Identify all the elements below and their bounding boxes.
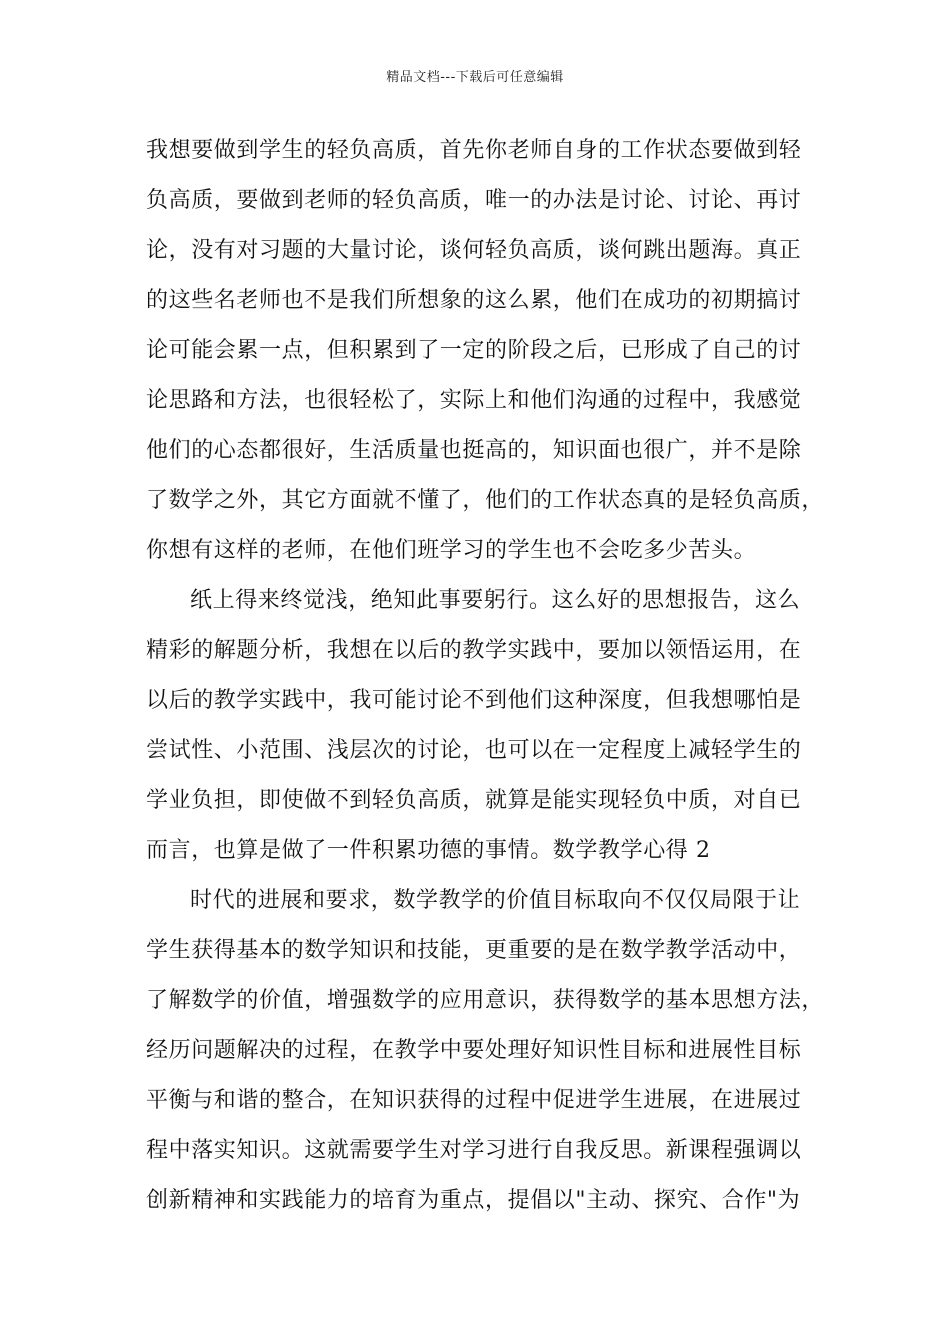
text-line: 负高质，要做到老师的轻负高质，唯一的办法是讨论、讨论、再讨 <box>146 188 802 213</box>
text-line: 平衡与和谐的整合，在知识获得的过程中促进学生进展，在进展过 <box>146 1088 802 1113</box>
text-line: 他们的心态都很好，生活质量也挺高的，知识面也很广，并不是除 <box>146 438 802 463</box>
text-line: 的这些名老师也不是我们所想象的这么累，他们在成功的初期搞讨 <box>146 288 802 313</box>
text-line: 程中落实知识。这就需要学生对学习进行自我反思。新课程强调以 <box>146 1138 802 1163</box>
text-line: 时代的进展和要求，数学教学的价值目标取向不仅仅局限于让 <box>190 888 801 913</box>
text-line: 你想有这样的老师，在他们班学习的学生也不会吃多少苦头。 <box>146 538 757 563</box>
paragraph-3 <box>146 876 826 1226</box>
text-line: 尝试性、小范围、浅层次的讨论，也可以在一定程度上减轻学生的 <box>146 738 802 763</box>
text-line: 而言，也算是做了一件积累功德的事情。数学教学心得 2 <box>146 838 711 863</box>
text-line: 精彩的解题分析，我想在以后的教学实践中，要加以领悟运用，在 <box>146 638 802 663</box>
text-line: 纸上得来终觉浅，绝知此事要躬行。这么好的思想报告，这么 <box>190 588 801 613</box>
text-line: 学生获得基本的数学知识和技能，更重要的是在数学教学活动中， <box>146 938 802 963</box>
text-line: 了数学之外，其它方面就不懂了，他们的工作状态真的是轻负高质， <box>146 488 825 513</box>
document-body <box>146 126 826 1226</box>
text-line: 我想要做到学生的轻负高质，首先你老师自身的工作状态要做到轻 <box>146 138 802 163</box>
text-line: 论思路和方法，也很轻松了，实际上和他们沟通的过程中，我感觉 <box>146 388 802 413</box>
text-line: 以后的教学实践中，我可能讨论不到他们这种深度，但我想哪怕是 <box>146 688 802 713</box>
text-line: 经历问题解决的过程，在教学中要处理好知识性目标和进展性目标 <box>146 1038 802 1063</box>
paragraph-1 <box>146 126 826 576</box>
page-header: 精品文档---下载后可任意编辑 <box>386 70 564 85</box>
text-line: 论可能会累一点，但积累到了一定的阶段之后，已形成了自己的讨 <box>146 338 802 363</box>
paragraph-2 <box>146 576 826 876</box>
text-line: 学业负担，即使做不到轻负高质，就算是能实现轻负中质，对自已 <box>146 788 802 813</box>
text-line: 了解数学的价值，增强数学的应用意识，获得数学的基本思想方法， <box>146 988 825 1013</box>
text-line: 论，没有对习题的大量讨论，谈何轻负高质，谈何跳出题海。真正 <box>146 238 802 263</box>
text-line: 创新精神和实践能力的培育为重点，提倡以"主动、探究、合作"为 <box>146 1188 801 1213</box>
